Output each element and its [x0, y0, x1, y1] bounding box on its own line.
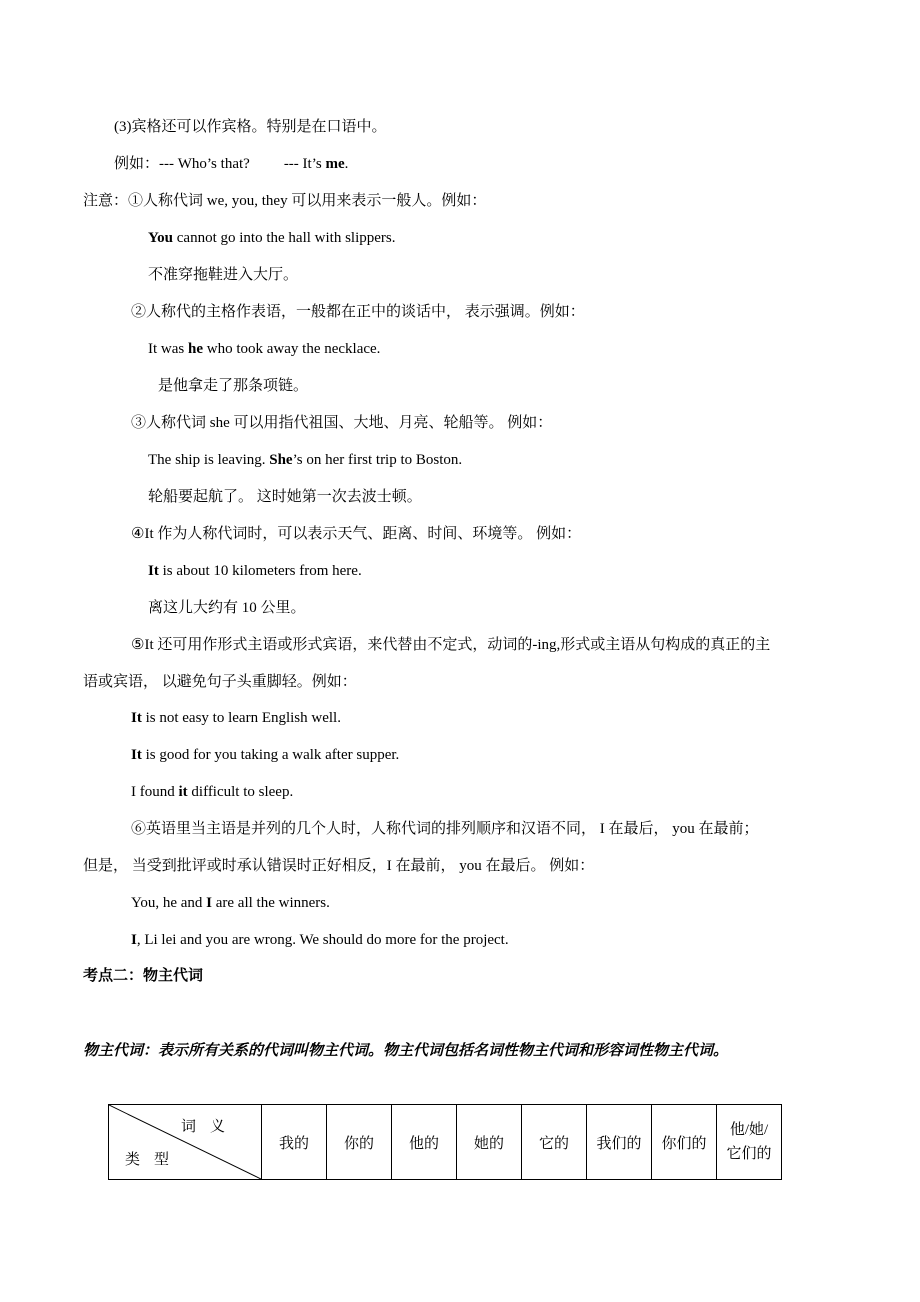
- pronoun-table: [108, 1104, 782, 1180]
- text-span: You, he and: [131, 895, 207, 911]
- header-label-meaning: 词义: [180, 1119, 239, 1135]
- text-span: is about 10 kilometers from here.: [158, 563, 362, 579]
- example-line: [131, 782, 293, 802]
- note-line: ⑤It 还可用作形式主语或形式宾语，来代替由不定式，动词的-ing,形式或主语从句构成的真正的主: [131, 637, 771, 653]
- bold-word: it: [178, 784, 188, 800]
- text-span: --- It’s: [283, 156, 326, 172]
- header-line: 他/她/: [729, 1122, 769, 1138]
- text-span: is good for you taking a walk after supper.: [141, 747, 400, 763]
- text-span: The ship is leaving.: [148, 452, 270, 468]
- table-row: [109, 1105, 782, 1180]
- table-header-cell: [717, 1105, 782, 1180]
- section-heading: 考点二：物主代词: [83, 968, 204, 984]
- header-line: 它们的: [726, 1146, 772, 1162]
- table-header-cell: 你的: [327, 1105, 392, 1180]
- text-span: difficult to sleep.: [187, 784, 294, 800]
- note-line: ③人称代词 she 可以用指代祖国、大地、月亮、轮船等。 例如：: [131, 415, 553, 431]
- bold-word: It: [131, 747, 142, 763]
- definition-line: 物主代词：表示所有关系的代词叫物主代词。物主代词包括名词性物主代词和形容词性物主代词。: [83, 1043, 729, 1059]
- table-header-cell: 我们的: [587, 1105, 652, 1180]
- table-header-cell: 他的: [392, 1105, 457, 1180]
- translation-line: 是他拿走了那条项链。: [158, 378, 309, 394]
- text-span: ’s on her first trip to Boston.: [292, 452, 463, 468]
- table-header-cell: 你们的: [652, 1105, 717, 1180]
- example-line: [148, 228, 395, 248]
- note-line: 语或宾语， 以避免句子头重脚轻。例如：: [83, 674, 357, 690]
- text-span: It was: [148, 341, 188, 357]
- text-span: I found: [131, 784, 179, 800]
- text-span: who took away the necklace.: [203, 341, 381, 357]
- text-span: is not easy to learn English well.: [141, 710, 341, 726]
- bold-word: You: [148, 230, 174, 246]
- example-line: [131, 930, 509, 950]
- table-header-cell: 我的: [262, 1105, 327, 1180]
- table-header-cell: 它的: [522, 1105, 587, 1180]
- translation-line: 离这儿大约有 10 公里。: [148, 600, 306, 616]
- example-line: [131, 893, 330, 913]
- header-label-type: 类型: [125, 1152, 184, 1168]
- note-line: ④It 作为人称代词时，可以表示天气、距离、时间、环境等。 例如：: [131, 526, 582, 542]
- translation-line: 不准穿拖鞋进入大厅。: [148, 267, 299, 283]
- example-line: [131, 745, 399, 765]
- example-line: [114, 154, 348, 174]
- note-line: 但是， 当受到批评或时承认错误时正好相反，I 在最前， you 在最后。 例如：: [83, 858, 595, 874]
- text-span: are all the winners.: [212, 895, 330, 911]
- text-span: , Li lei and you are wrong. We should do more for the project.: [136, 932, 509, 948]
- bold-word: he: [188, 341, 203, 357]
- text-line: (3)宾格还可以作宾格。特别是在口语中。: [114, 119, 387, 135]
- diagonal-header-cell: [109, 1105, 262, 1180]
- text-span: .: [344, 156, 349, 172]
- bold-word: me: [325, 156, 345, 172]
- example-line: [131, 708, 341, 728]
- example-line: [148, 339, 380, 359]
- note-line: ⑥英语里当主语是并列的几个人时，人称代词的排列顺序和汉语不同， I 在最后， you 在最前；: [131, 821, 759, 837]
- example-line: [148, 450, 462, 470]
- note-line: 注意：①人称代词 we, you, they 可以用来表示一般人。例如：: [83, 193, 487, 209]
- example-line: [148, 561, 362, 581]
- translation-line: 轮船要起航了。 这时她第一次去波士顿。: [148, 489, 422, 505]
- text-span: cannot go into the hall with slippers.: [173, 230, 396, 246]
- bold-word: I: [206, 895, 212, 911]
- bold-word: She: [269, 452, 293, 468]
- bold-word: I: [131, 932, 137, 948]
- table-header-cell: 她的: [457, 1105, 522, 1180]
- bold-word: It: [148, 563, 159, 579]
- text-span: 例如：--- Who’s that?: [114, 156, 250, 172]
- bold-word: It: [131, 710, 142, 726]
- note-line: ②人称代的主格作表语，一般都在正中的谈话中， 表示强调。例如：: [131, 304, 585, 320]
